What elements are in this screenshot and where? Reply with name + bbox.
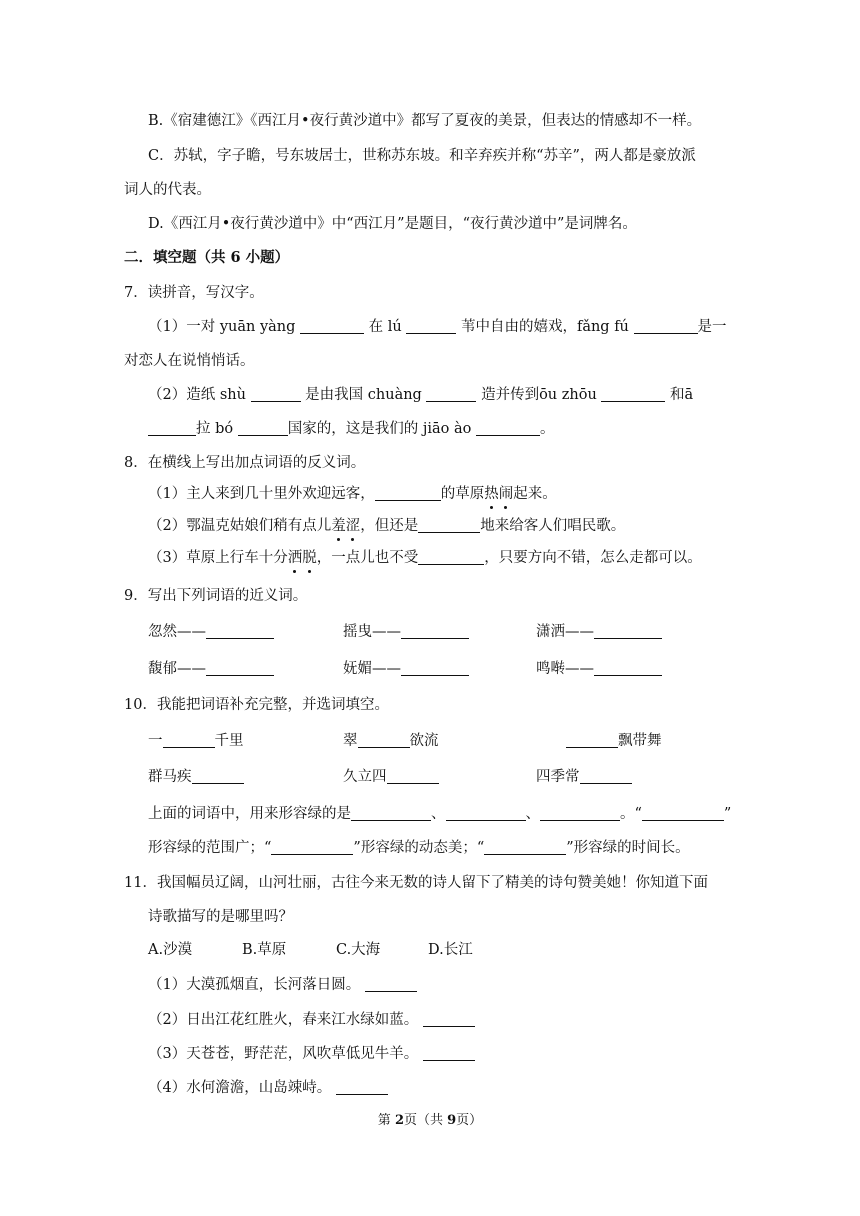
q10-text: 欲流 xyxy=(409,733,439,749)
q10-text: 。“ xyxy=(620,806,642,822)
answer-blank[interactable] xyxy=(206,659,274,676)
q10-text: 上面的词语中，用来形容绿的是 xyxy=(148,806,351,822)
answer-blank[interactable] xyxy=(594,659,662,676)
option-c-line1: C．苏轼，字子瞻，号东坡居士，世称苏东坡。和辛弃疾并称“苏辛”，两人都是豪放派 xyxy=(148,148,696,164)
answer-blank[interactable] xyxy=(566,731,618,748)
q8-line3 xyxy=(148,548,702,568)
q8-text: （1）主人来到几十里外欢迎远客， xyxy=(148,486,375,502)
option-d: D.《西江月•夜行黄沙道中》中“西江月”是题目，“夜行黄沙道中”是词牌名。 xyxy=(148,216,637,232)
answer-blank[interactable] xyxy=(358,731,410,748)
answer-blank[interactable] xyxy=(642,804,724,821)
answer-blank[interactable] xyxy=(594,622,662,639)
q7-line1 xyxy=(148,317,727,337)
q10-text: 久立四 xyxy=(343,769,387,785)
poem-item xyxy=(148,1044,475,1064)
q9-stem: 9．写出下列词语的近义词。 xyxy=(124,588,308,604)
q7-text: 。 xyxy=(539,421,555,437)
synonym-item xyxy=(343,659,469,679)
q10-text: 、 xyxy=(431,806,446,822)
q10-text: ”形容绿的时间长。 xyxy=(566,840,690,856)
dotted-char: 热 xyxy=(484,486,499,502)
poem-line: （2）日出江花红胜火，春来江水绿如蓝。 xyxy=(148,1012,419,1028)
synonym-item xyxy=(536,622,662,642)
q10-text: 千里 xyxy=(214,733,244,749)
q10-sentence1 xyxy=(148,804,731,824)
page-number: 2 xyxy=(394,1113,404,1128)
answer-blank[interactable] xyxy=(540,804,620,821)
synonym-item xyxy=(343,622,469,642)
answer-blank[interactable] xyxy=(580,767,632,784)
q10-text: 形容绿的范围广；“ xyxy=(148,840,272,856)
idiom-item xyxy=(566,731,662,751)
q7-text: 苇中自由的嬉戏，fǎng fú xyxy=(460,319,629,335)
poem-item xyxy=(148,1010,475,1030)
idiom-item xyxy=(148,767,244,787)
dotted-char: 闹 xyxy=(498,486,514,502)
poem-line: （4）水何澹澹，山岛竦峙。 xyxy=(148,1080,332,1096)
synonym-item xyxy=(536,659,662,679)
q8-text: （3）草原上行车十分 xyxy=(148,550,288,566)
dotted-char: 涩 xyxy=(345,518,361,534)
answer-blank[interactable] xyxy=(238,419,288,436)
answer-blank[interactable] xyxy=(418,548,484,565)
q9-word: 忽然—— xyxy=(148,624,206,640)
idiom-item xyxy=(343,731,439,751)
q7-line2: 对恋人在说悄悄话。 xyxy=(124,353,255,369)
poem-line: （3）天苍苍，野茫茫，风吹草低见牛羊。 xyxy=(148,1046,419,1062)
footer-text: 页） xyxy=(456,1113,483,1128)
answer-blank[interactable] xyxy=(336,1078,388,1095)
answer-blank[interactable] xyxy=(163,731,215,748)
option-c-line2: 词人的代表。 xyxy=(124,182,211,198)
answer-blank[interactable] xyxy=(418,516,480,533)
answer-blank[interactable] xyxy=(423,1010,475,1027)
q11-stem-line2: 诗歌描写的是哪里吗？ xyxy=(148,909,293,925)
answer-blank[interactable] xyxy=(351,804,431,821)
answer-blank[interactable] xyxy=(476,419,540,436)
q11-option-a: A.沙漠 xyxy=(148,942,193,958)
q7-text: 拉 bó xyxy=(196,421,234,437)
q7-text: 和ā xyxy=(670,387,694,403)
q11-option-c: C.大海 xyxy=(336,942,381,958)
page-total: 9 xyxy=(447,1113,457,1128)
q9-word: 鸣啭—— xyxy=(536,661,594,677)
q8-text: ，一点儿也不受 xyxy=(316,550,419,566)
q10-text: 翠 xyxy=(343,733,358,749)
q8-text: ，只要方向不错，怎么走都可以。 xyxy=(484,550,702,566)
q8-text: 的草原 xyxy=(440,486,485,502)
answer-blank[interactable] xyxy=(634,317,698,334)
q10-text: ” xyxy=(723,806,732,822)
footer-text: 第 xyxy=(377,1113,395,1128)
q7-line3 xyxy=(148,385,693,405)
answer-blank[interactable] xyxy=(192,767,244,784)
q8-text: （2）鄂温克姑娘们稍有点儿 xyxy=(148,518,332,534)
synonym-item xyxy=(148,659,274,679)
q7-stem: 7．读拼音，写汉字。 xyxy=(124,285,264,301)
q9-word: 潇洒—— xyxy=(536,624,594,640)
poem-line: （1）大漠孤烟直，长河落日圆。 xyxy=(148,977,361,993)
footer-text: 页（共 xyxy=(403,1113,448,1128)
option-b: B.《宿建德江》《西江月•夜行黄沙道中》都写了夏夜的美景，但表达的情感却不一样。 xyxy=(148,113,702,129)
answer-blank[interactable] xyxy=(423,1044,475,1061)
q10-stem: 10．我能把词语补充完整，并选词填空。 xyxy=(124,697,389,713)
idiom-item xyxy=(148,731,244,751)
q7-line4 xyxy=(148,419,554,439)
q10-text: ”形容绿的动态美；“ xyxy=(353,840,485,856)
q10-text: 一 xyxy=(148,733,163,749)
q7-text: 是一 xyxy=(697,319,727,335)
answer-blank[interactable] xyxy=(206,622,274,639)
answer-blank[interactable] xyxy=(271,838,353,855)
answer-blank[interactable] xyxy=(601,385,665,402)
q11-option-d: D.长江 xyxy=(428,942,473,958)
poem-item xyxy=(148,1078,388,1098)
answer-blank[interactable] xyxy=(148,419,196,436)
q10-text: 飘带舞 xyxy=(618,733,662,749)
q7-text: （2）造纸 shù xyxy=(148,387,246,403)
answer-blank[interactable] xyxy=(365,975,417,992)
q8-text: ，但还是 xyxy=(360,518,419,534)
page-footer xyxy=(0,1112,860,1130)
q10-text: 群马疾 xyxy=(148,769,192,785)
q11-option-b: B.草原 xyxy=(242,942,287,958)
q8-text: 地来给客人们唱民歌。 xyxy=(480,518,626,534)
q10-text: 四季常 xyxy=(536,769,580,785)
q9-word: 妩媚—— xyxy=(343,661,401,677)
q8-line1 xyxy=(148,484,557,504)
poem-item xyxy=(148,975,417,995)
q10-text: 、 xyxy=(525,806,540,822)
answer-blank[interactable] xyxy=(375,484,441,501)
synonym-item xyxy=(148,622,274,642)
answer-blank[interactable] xyxy=(251,385,301,402)
answer-blank[interactable] xyxy=(300,317,364,334)
q7-text: 是由我国 chuàng xyxy=(305,387,422,403)
answer-blank[interactable] xyxy=(387,767,439,784)
q7-text: 造并传到ōu zhōu xyxy=(481,387,597,403)
q9-word: 摇曳—— xyxy=(343,624,401,640)
answer-blank[interactable] xyxy=(401,659,469,676)
q8-text: 起来。 xyxy=(513,486,557,502)
answer-blank[interactable] xyxy=(446,804,526,821)
q7-text: 国家的，这是我们的 jiāo ào xyxy=(287,421,472,437)
idiom-item xyxy=(536,767,632,787)
answer-blank[interactable] xyxy=(406,317,456,334)
q9-word: 馥郁—— xyxy=(148,661,206,677)
dotted-char: 脱 xyxy=(302,550,317,566)
answer-blank[interactable] xyxy=(401,622,469,639)
q7-text: 在 lú xyxy=(368,319,402,335)
q11-stem-line1: 11．我国幅员辽阔，山河壮丽，古往今来无数的诗人留下了精美的诗句赞美她！你知道下面 xyxy=(124,875,708,891)
dotted-char: 洒 xyxy=(287,550,303,566)
q8-line2 xyxy=(148,516,625,536)
answer-blank[interactable] xyxy=(426,385,476,402)
q8-stem: 8．在横线上写出加点词语的反义词。 xyxy=(124,455,366,471)
q10-sentence2 xyxy=(148,838,690,858)
section-title: 二．填空题（共 6 小题） xyxy=(124,249,290,266)
idiom-item xyxy=(343,767,439,787)
dotted-char: 羞 xyxy=(331,518,346,534)
q7-text: （1）一对 yuān yàng xyxy=(148,319,296,335)
answer-blank[interactable] xyxy=(484,838,566,855)
